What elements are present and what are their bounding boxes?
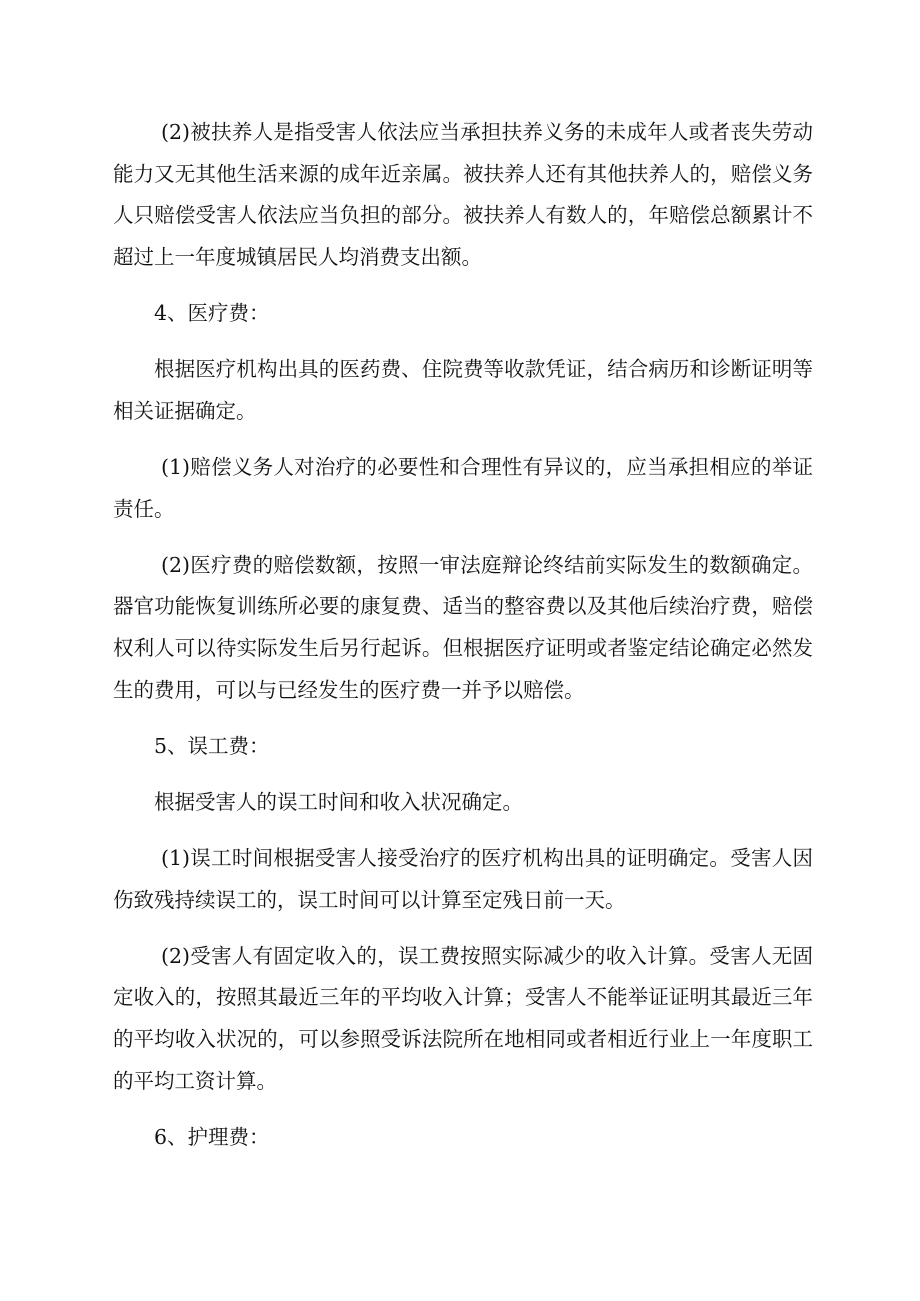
section-heading-medical-fees: 4、医疗费： bbox=[154, 300, 270, 325]
section-heading-lost-wages: 5、误工费： bbox=[154, 733, 270, 758]
paragraph-lost-wages-item-1: (1)误工时间根据受害人接受治疗的医疗机构出具的证明确定。受害人因伤致残持续误工的，误工时间可以计算至定残日前一天。 bbox=[113, 846, 813, 912]
document-page bbox=[113, 112, 813, 1173]
paragraph-medical-fees-basis: 根据医疗机构出具的医药费、住院费等收款凭证，结合病历和诊断证明等相关证据确定。 bbox=[113, 357, 813, 423]
paragraph-lost-wages-item-2: (2)受害人有固定收入的，误工费按照实际减少的收入计算。受害人无固定收入的，按照其最近三年的平均收入计算；受害人不能举证证明其最近三年的平均收入状况的，可以参照受诉法院所在地相同或者相近行业上一年度职工的平均工资计算。 bbox=[113, 943, 813, 1093]
paragraph-dependent-definition: (2)被扶养人是指受害人依法应当承担扶养义务的未成年人或者丧失劳动能力又无其他生活来源的成年近亲属。被扶养人还有其他扶养人的，赔偿义务人只赔偿受害人依法应当负担的部分。被扶养人有数人的，年赔偿总额累计不超过上一年度城镇居民人均消费支出额。 bbox=[113, 120, 813, 269]
section-heading-nursing-fees: 6、护理费： bbox=[154, 1124, 270, 1149]
paragraph-medical-fees-item-1: (1)赔偿义务人对治疗的必要性和合理性有异议的，应当承担相应的举证责任。 bbox=[113, 454, 813, 521]
paragraph-lost-wages-basis: 根据受害人的误工时间和收入状况确定。 bbox=[154, 789, 523, 814]
paragraph-medical-fees-item-2: (2)医疗费的赔偿数额，按照一审法庭辩论终结前实际发生的数额确定。器官功能恢复训练所必要的康复费、适当的整容费以及其他后续治疗费，赔偿权利人可以待实际发生后另行起诉。但根据医疗证明或者鉴定结论确定必然发生的费用，可以与已经发生的医疗费一并予以赔偿。 bbox=[113, 552, 813, 702]
